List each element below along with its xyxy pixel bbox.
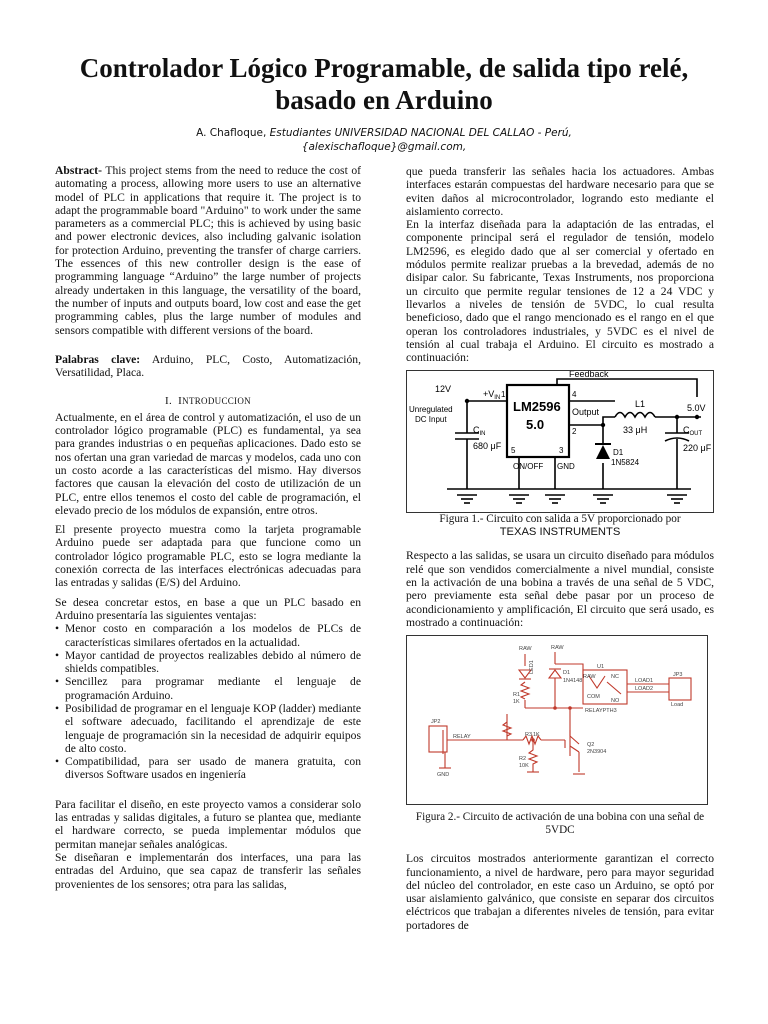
fig2-label-d1: D1 [563,670,571,677]
fig2-label-load: Load [671,702,684,709]
fig1-label-d1-model: 1N5824 [611,458,640,468]
fig1-pin-5: 5 [511,446,516,456]
intro-paragraph-5: Se diseñaran e implementarán dos interfaces, una para las entradas del Arduino, que sea capaz de transferir las señales provenientes de los sensores; otra para las salidas, [55,850,361,891]
fig2-label-relay: RELAY [453,734,471,741]
fig1-chip-version: 5.0 [526,417,545,433]
section-heading-introduction: I. INTRODUCCION [165,395,251,408]
fig2-label-raw-1: RAW [519,646,532,653]
fig1-label-l1-value: 33 μH [623,425,648,436]
fig1-label-onoff: ON/OFF [513,462,544,472]
intro-paragraph-2: El presente proyecto muestra como la tarjeta programable Arduino puede ser adaptada para que funcione como un controlador lógico programable PLC, esto se logra mediante la conexión correcta de las interfaces electrónicas adecuadas para las entradas y salidas (E/S) del Arduino. [55,523,361,590]
author-email: {alexischafloque}@gmail.com, [301,141,467,153]
right-paragraph-2: En la interfaz diseñada para la adaptación de las entradas, el componente principal será el regulador de tensión, modelo LM2596, es elegido dado que al ser comercial y ofertado en módulos permite realizar pruebas a la brevedad, además de no disipar calor. Su fabricante, Texas Instruments, nos proporciona un circuito que permite regular tensiones de 12 a 24 VDC y llevarlos a niveles de tensión de 5VDC, lo cual resulta beneficioso, dado que el rango mencionado es el rango en el que operan los controladores industriales, y 5VDC es el nivel de tensión al cual trabaja el Arduino. El circuito es mostrado a continuación: [406,218,714,365]
right-column [406,165,714,932]
list-item: • Compatibilidad, para ser usado de manera gratuita, con diversos Software usados en ingeniería [55,755,361,782]
right-paragraph-3: Respecto a las salidas, se usara un circuito diseñado para módulos relé que son vendidos comercialmente a nivel mundial, consiste en la activación de una bobina a través de una señal de 5 VDC, pero previamente esta señal debe pasar por un proceso de acondicionamiento y amplificación, El circuito que será usado, es mostrado a continuación: [406,549,714,629]
fig1-label-cin: 680 μF [473,441,502,452]
abstract [55,164,361,337]
fig2-label-r2-value: 10K [519,763,529,770]
fig1-label-cout-value: 220 μF [683,443,712,454]
fig2-label-r2: R2 [519,756,527,763]
fig2-label-q2-model: 2N3904 [587,749,607,756]
fig1-pin-1: 1 [501,390,506,400]
fig2-label-nc: NC [611,674,619,681]
fig1-label-cin-name: $C_{IN}$ [473,425,486,438]
right-paragraph-4: Los circuitos mostrados anteriormente garantizan el correcto funcionamiento, a nivel de hardware, pero para mayor seguridad del núcleo del controlador, en este caso un Arduino, se optó por usar aislamiento galvánico, que consiste en separar dos circuitos eléctricos que trabajan a diferentes niveles de tensión, para evitar portadores de [406,852,714,932]
relay-schematic [407,636,707,804]
figure-1-lm2596-circuit [406,370,714,513]
fig1-label-unregulated: Unregulated [409,405,453,415]
fig1-pin-2: 2 [572,427,577,437]
fig1-label-gnd: GND [557,462,575,472]
fig1-label-vin: $+V_{IN}$ [483,389,501,402]
fig2-label-load2: LOAD2 [635,686,654,693]
fig2-label-d1-model: 1N4148 [563,678,583,685]
list-item: • Menor costo en comparación a los modelos de PLCs de características similares ofertados en la actualidad. [55,622,361,649]
author-affiliation: Estudiantes UNIVERSIDAD NACIONAL DEL CALLAO - Perú, [269,127,572,139]
fig1-label-d1: D1 [613,448,624,458]
keywords-text: Arduino, PLC, Costo, Automatización, Versatilidad, Placa. [55,352,362,380]
advantages-list [55,622,361,782]
list-item: • Sencillez para programar mediante el lenguaje de programación Arduino. [55,675,361,702]
keywords [55,353,361,380]
fig2-label-r3-value: 1K [533,732,540,739]
paper-title: Controlador Lógico Programable, de salida tipo relé, basado en Arduino [79,53,689,115]
fig2-label-com: COM [587,694,600,701]
fig2-label-q2: Q2 [587,742,595,749]
list-item: • Mayor cantidad de proyectos realizables debido al número de shields compatibles. [55,649,361,676]
fig2-label-no: NO [611,698,620,705]
figure-2-relay-circuit [406,635,708,805]
fig1-label-vout: 5.0V [687,403,706,414]
fig1-label-dc-input: DC Input [415,415,447,425]
intro-paragraph-3: Se desea concretar estos, en base a que un PLC basado en Arduino presentaría las siguientes ventajas: [55,595,361,622]
fig1-label-12v: 12V [435,384,452,395]
fig2-label-raw-3: RAW [583,674,596,681]
author-block [60,126,708,154]
figure-1-caption: Figura 1.- Circuito con salida a 5V proporcionado por TEXAS INSTRUMENTS [439,513,681,538]
fig1-label-output: Output [572,407,600,418]
author-name: A. Chafloque, [196,127,267,139]
fig2-label-relay-model: RELAYPTH3 [585,708,617,715]
figure-2-caption: Figura 2.- Circuito de activación de una bobina con una señal de 5VDC [415,811,705,836]
fig2-label-u1: U1 [597,664,605,671]
right-paragraph-1: que pueda transferir las señales hacia los actuadores. Ambas interfaces estarán compuestas del hardware necesario para que se eviten daños al microcontrolador, logrando esto mediante el aislamiento correcto. [406,165,714,218]
left-column [55,164,361,891]
fig1-chip-name: LM2596 [513,399,561,415]
fig1-label-cout: $C_{OUT}$ [683,425,703,438]
lm2596-schematic [407,371,715,512]
fig2-label-r1-value: 1K [513,699,520,706]
fig2-label-gnd: GND [437,772,450,779]
abstract-text: This project stems from the need to reduce the cost of automating a process, allowing more users to use an alternative model of PLC in applications that require it. The project is to adapt the programmable board "Arduino" to work under the same parameters as a commercial PLC; this is achieved by using basic and power electronic devices, also including galvanic isolation for protection Arduino, preventing the transfer of charge carriers. The essences of this new controller design is the ease of programming language “Arduino” the large number of projects already undertaken in this language, the versatility of the board, the number of inputs and outputs board, low cost and ease the get programming cables, plus the large number of modules and sensors compatible with different versions of the board. [55,164,361,337]
intro-paragraph-1: Actualmente, en el área de control y automatización, el uso de un controlador lógico programable (PLC) es fundamental, ya sea para grandes industrias o en pequeñas aplicaciones. Dado esto se nos ofertan una gran variedad de marcas y modelos, cada uno con un costo acorde a las características del mismo. Hay diversos factores que causan la elevación del costo de utilización de un PLC, entre ellos tenemos el costo del cable de programación, el elevado precio de los módulos de expansión, entre otros. [55,410,361,517]
fig1-pin-3: 3 [559,446,564,456]
fig2-label-jp3: JP3 [673,672,683,679]
fig2-label-jp2: JP2 [431,719,441,726]
intro-paragraph-4: Para facilitar el diseño, en este proyecto vamos a considerar solo las entradas y salidas digitales, a futuro se plantea que, mediante el hardware correcto, se pueda implementar módulos que permitan manejar señales analógicas. [55,797,361,851]
fig1-pin-4: 4 [572,390,577,400]
fig2-label-led1: LED1 [529,660,535,675]
fig1-label-feedback: Feedback [569,371,609,380]
fig2-label-r1: R1 [513,692,521,699]
list-item: • Posibilidad de programar en el lenguaje KOP (ladder) mediante el software adecuado, facilitando el aprendizaje de este lenguaje de programación sin la necesidad de adquirir equipos de alto costo. [55,702,361,755]
keywords-label: Palabras clave: [55,352,141,366]
abstract-label: Abstract- [55,164,103,177]
fig2-label-raw-2: RAW [551,645,564,652]
fig2-label-load1: LOAD1 [635,678,654,685]
fig1-label-l1: L1 [635,399,646,410]
fig2-label-r3: R3 [525,732,533,739]
